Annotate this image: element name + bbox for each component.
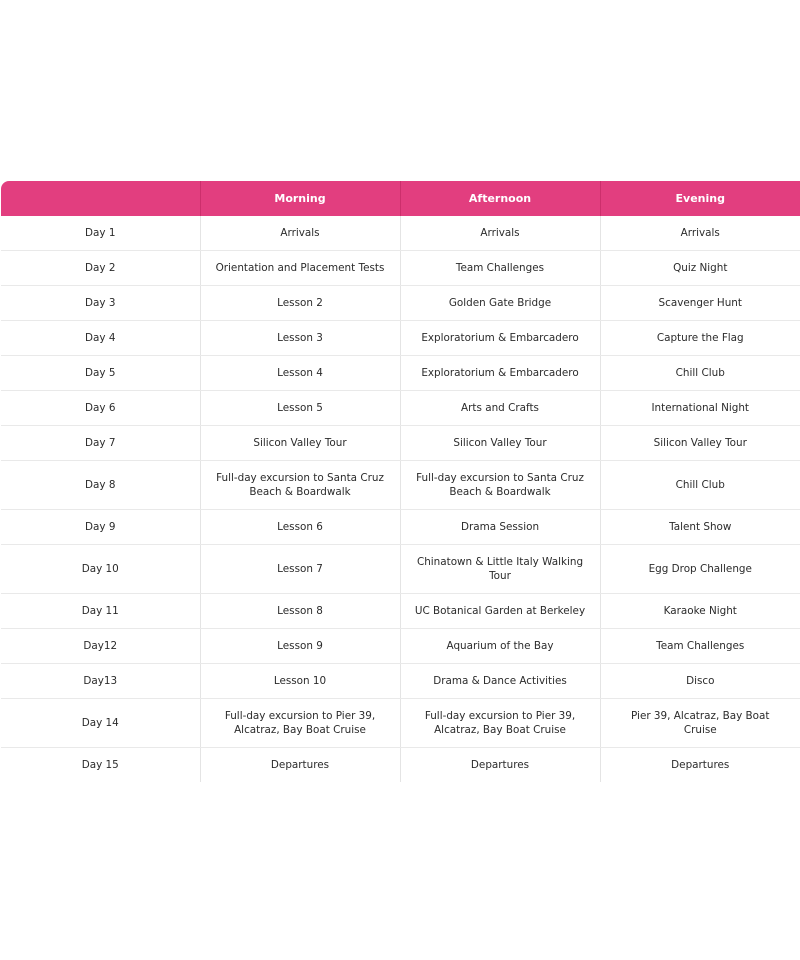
day-cell: Day12: [1, 629, 200, 664]
evening-cell: Team Challenges: [600, 629, 800, 664]
table-row: [1, 629, 800, 664]
evening-cell: Egg Drop Challenge: [600, 545, 800, 594]
table-row: [1, 699, 800, 748]
evening-cell: Scavenger Hunt: [600, 286, 800, 321]
afternoon-cell: Full-day excursion to Santa Cruz Beach & Boardwalk: [400, 461, 600, 510]
morning-cell: Full-day excursion to Pier 39, Alcatraz, Bay Boat Cruise: [200, 699, 400, 748]
morning-cell: Lesson 2: [200, 286, 400, 321]
afternoon-cell: Team Challenges: [400, 251, 600, 286]
header-morning: Morning: [200, 181, 400, 216]
afternoon-cell: Exploratorium & Embarcadero: [400, 321, 600, 356]
day-cell: Day 3: [1, 286, 200, 321]
day-cell: Day 2: [1, 251, 200, 286]
morning-cell: Full-day excursion to Santa Cruz Beach & Boardwalk: [200, 461, 400, 510]
table-row: [1, 461, 800, 510]
morning-cell: Lesson 4: [200, 356, 400, 391]
afternoon-cell: Departures: [400, 748, 600, 783]
header-evening: Evening: [600, 181, 800, 216]
day-cell: Day 6: [1, 391, 200, 426]
afternoon-cell: Arrivals: [400, 216, 600, 251]
morning-cell: Lesson 3: [200, 321, 400, 356]
table-row: [1, 356, 800, 391]
day-cell: Day 14: [1, 699, 200, 748]
day-cell: Day 4: [1, 321, 200, 356]
morning-cell: Silicon Valley Tour: [200, 426, 400, 461]
morning-cell: Lesson 9: [200, 629, 400, 664]
evening-cell: Capture the Flag: [600, 321, 800, 356]
table-row: [1, 286, 800, 321]
morning-cell: Lesson 6: [200, 510, 400, 545]
afternoon-cell: Drama & Dance Activities: [400, 664, 600, 699]
table-row: [1, 510, 800, 545]
afternoon-cell: Exploratorium & Embarcadero: [400, 356, 600, 391]
evening-cell: Pier 39, Alcatraz, Bay Boat Cruise: [600, 699, 800, 748]
morning-cell: Lesson 5: [200, 391, 400, 426]
table-row: [1, 664, 800, 699]
morning-cell: Lesson 10: [200, 664, 400, 699]
table-body: [1, 216, 800, 782]
table-row: [1, 545, 800, 594]
afternoon-cell: Golden Gate Bridge: [400, 286, 600, 321]
afternoon-cell: UC Botanical Garden at Berkeley: [400, 594, 600, 629]
afternoon-cell: Aquarium of the Bay: [400, 629, 600, 664]
day-cell: Day 9: [1, 510, 200, 545]
evening-cell: Disco: [600, 664, 800, 699]
afternoon-cell: Silicon Valley Tour: [400, 426, 600, 461]
evening-cell: Quiz Night: [600, 251, 800, 286]
header-row: [1, 181, 800, 216]
table-row: [1, 748, 800, 783]
day-cell: Day 15: [81, 759, 119, 771]
afternoon-cell: Chinatown & Little Italy Walking Tour: [400, 545, 600, 594]
table-row: [1, 594, 800, 629]
morning-cell: Lesson 7: [200, 545, 400, 594]
table-row: [1, 391, 800, 426]
morning-cell: Lesson 8: [200, 594, 400, 629]
header-afternoon: Afternoon: [400, 181, 600, 216]
table-row: [1, 426, 800, 461]
day-cell: Day 5: [1, 356, 200, 391]
evening-cell: Karaoke Night: [600, 594, 800, 629]
evening-cell: Arrivals: [600, 216, 800, 251]
morning-cell: Arrivals: [200, 216, 400, 251]
day-cell: Day 7: [1, 426, 200, 461]
day-cell: Day 10: [1, 545, 200, 594]
header-day: [1, 181, 200, 216]
day-cell: Day 11: [1, 594, 200, 629]
afternoon-cell: Drama Session: [400, 510, 600, 545]
evening-cell: Chill Club: [600, 461, 800, 510]
evening-cell: International Night: [600, 391, 800, 426]
afternoon-cell: Arts and Crafts: [400, 391, 600, 426]
morning-cell: Orientation and Placement Tests: [200, 251, 400, 286]
table-row: [1, 321, 800, 356]
day-cell: Day 8: [1, 461, 200, 510]
morning-cell: Departures: [200, 748, 400, 783]
day-cell: Day13: [1, 664, 200, 699]
table-row: [1, 251, 800, 286]
afternoon-cell: Full-day excursion to Pier 39, Alcatraz, Bay Boat Cruise: [400, 699, 600, 748]
evening-cell: Silicon Valley Tour: [600, 426, 800, 461]
evening-cell: Chill Club: [600, 356, 800, 391]
schedule-table: [1, 181, 800, 782]
table-row: [1, 216, 800, 251]
table-header: [1, 181, 800, 216]
day-cell: Day 1: [1, 216, 200, 251]
evening-cell: Departures: [600, 748, 800, 783]
evening-cell: Talent Show: [600, 510, 800, 545]
